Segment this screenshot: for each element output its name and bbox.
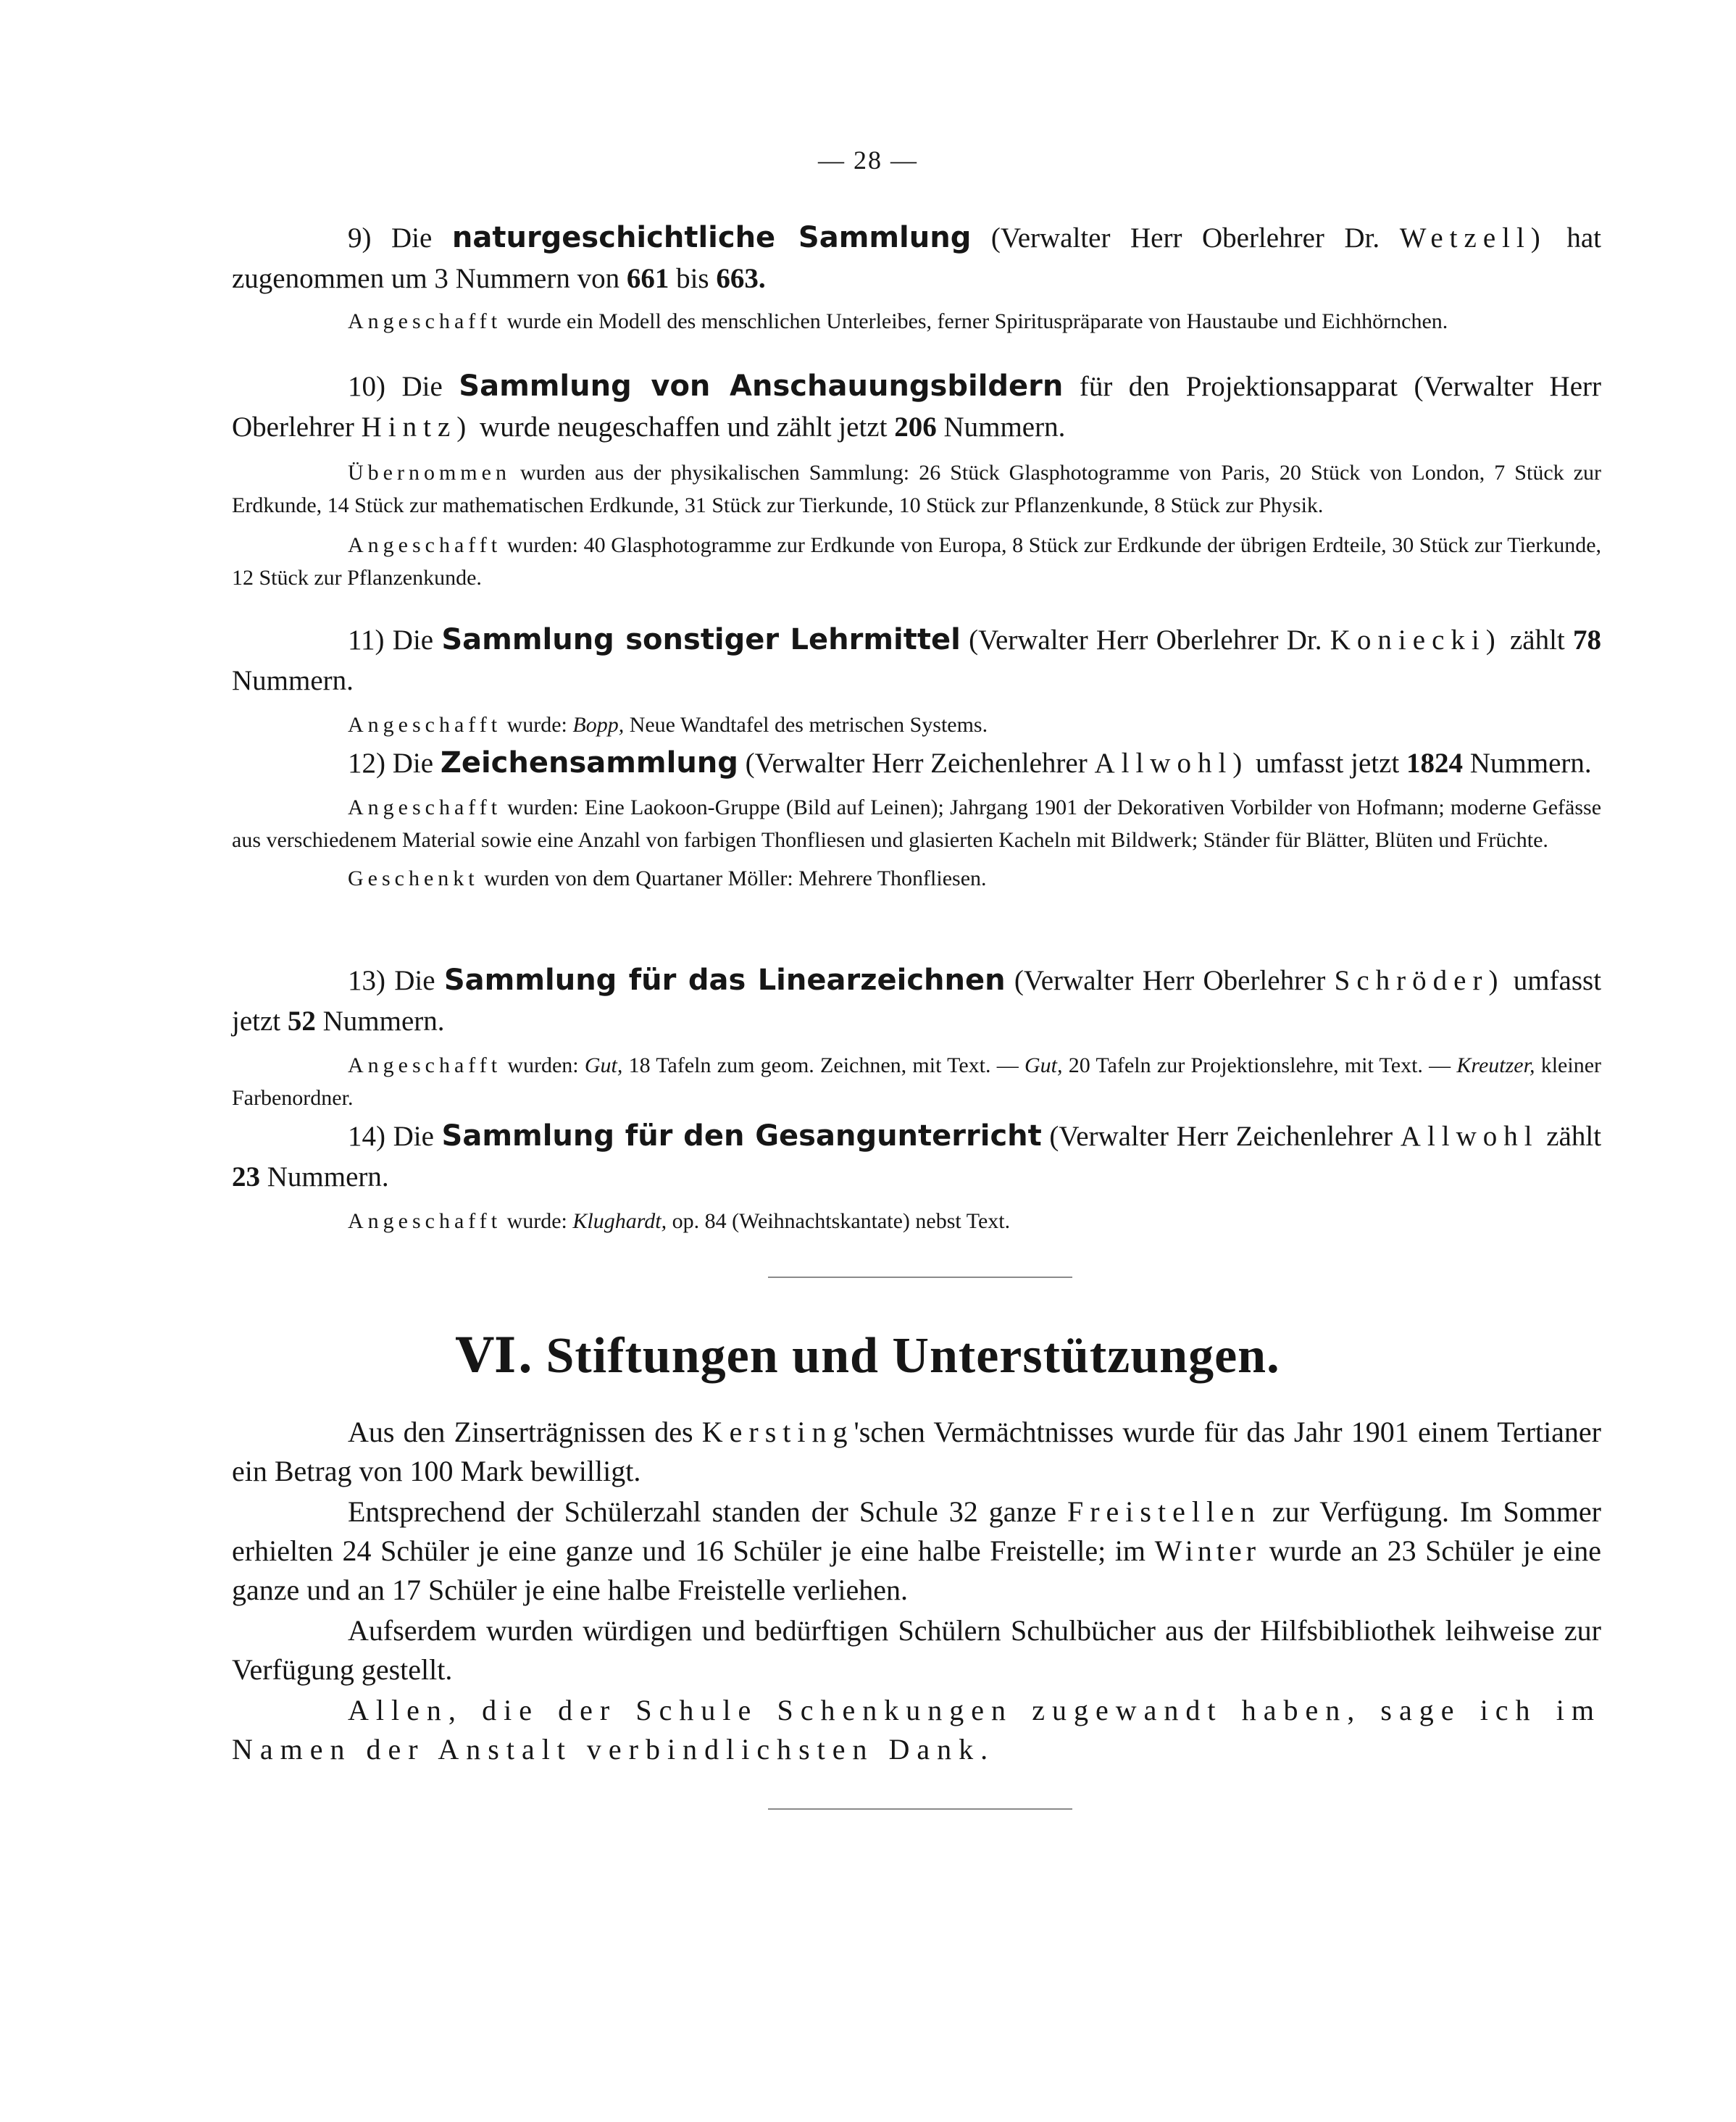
section-title [0, 1327, 1736, 1385]
section-6-paragraph-4: Allen, die der Schule Schenkungen zugewandt haben, sage ich im Namen der Anstalt verbindlichsten Dank. [232, 1694, 1601, 1766]
section-number: VI. [456, 1327, 535, 1384]
section-6-paragraph-1: Aus den Zinserträgnissen des Kersting'schen Vermächtnisses wurde für das Jahr 1901 einem Tertianer ein Betrag von 100 Mark bewilligt. [232, 1416, 1602, 1487]
collection-12-acquired: Angeschafft wurden: Eine Laokoon-Gruppe (Bild auf Leinen); Jahrgang 1901 der Dekorativen Vorbilder von Hofmann; moderne Gefässe aus verschiedenem Material sowie eine Anzahl von farbigen Thonfliesen und glasierten Kacheln mit Bildwerk; Ständer für Blätter, Blüten und Früchte. [232, 795, 1602, 852]
collection-12-donated: Geschenkt wurden von dem Quartaner Möller: Mehrere Thonfliesen. [348, 866, 987, 890]
collection-12-name: Zeichensammlung [440, 746, 738, 780]
collection-11-acquired: Angeschafft wurde: Bopp, Neue Wandtafel des metrischen Systems. [348, 713, 988, 737]
collection-9 [232, 217, 1601, 338]
collection-9-acquired: Angeschafft wurde ein Modell des menschlichen Unterleibes, ferner Spirituspräparate von Haustaube und Eichhörnchen. [348, 309, 1448, 333]
collection-10 [232, 366, 1601, 594]
collection-14-heading: 14) Die Sammlung für den Gesangunterricht (Verwalter Herr Zeichenlehrer Allwohl zählt 23 Nummern. [232, 1119, 1602, 1192]
collection-10-transferred: Übernommen wurden aus der physikalischen Sammlung: 26 Stück Glasphotogramme von Paris, 20 Stück von London, 7 Stück zur Erdkunde, 14 Stück zur mathematischen Erdkunde, 31 Stück zur Tierkunde, 10 Stück zur Pflanzenkunde, 8 Stück zur Physik. [232, 461, 1601, 517]
section-heading: Stiftungen und Unterstützungen. [546, 1328, 1280, 1384]
collection-13-acquired: Angeschafft wurden: Gut, 18 Tafeln zum geom. Zeichnen, mit Text. — Gut, 20 Tafeln zur Projektionslehre, mit Text. — Kreutzer, kleiner Farbenordner. [232, 1053, 1602, 1110]
collection-14-name: Sammlung für den Gesangunterricht [441, 1119, 1042, 1153]
collection-10-name: Sammlung von Anschauungsbildern [459, 369, 1064, 403]
collection-13 [232, 960, 1601, 1114]
collection-13-admin: Schröder) [1334, 965, 1505, 996]
collection-14-admin: Allwohl [1400, 1121, 1539, 1152]
section-6-body [232, 1413, 1601, 1769]
collection-13-heading: 13) Die Sammlung für das Linearzeichnen (Verwalter Herr Oberlehrer Schröder) umfasst jetzt 52 Nummern. [232, 964, 1602, 1037]
collection-14 [232, 1116, 1601, 1237]
end-divider [768, 1808, 1072, 1810]
collection-9-admin: Wetzell) [1399, 222, 1547, 254]
section-6-paragraph-2: Entsprechend der Schülerzahl standen der Schule 32 ganze Freistellen zur Verfügung. Im Sommer erhielten 24 Schüler je eine ganze und 16 Schüler je eine halbe Freistelle; im Winter wurde an 23 Schüler je eine ganze und an 17 Schüler je eine halbe Freistelle verliehen. [232, 1495, 1602, 1606]
collection-11-name: Sammlung sonstiger Lehrmittel [441, 623, 961, 656]
collection-14-acquired: Angeschafft wurde: Klughardt, op. 84 (Weihnachtskantate) nebst Text. [348, 1209, 1011, 1233]
collection-12 [232, 743, 1601, 895]
collection-10-admin: Hintz) [361, 412, 473, 443]
collection-12-heading: 12) Die Zeichensammlung (Verwalter Herr Zeichenlehrer Allwohl) umfasst jetzt 1824 Nummern. [348, 746, 1592, 780]
section-divider [768, 1277, 1072, 1278]
collection-11 [232, 619, 1601, 741]
page-number: — 28 — [818, 146, 918, 175]
collection-11-heading: 11) Die Sammlung sonstiger Lehrmittel (Verwalter Herr Oberlehrer Dr. Koniecki) zählt 78 Nummern. [232, 623, 1602, 696]
collection-11-admin: Koniecki) [1330, 625, 1502, 656]
section-6-paragraph-3: Aufserdem wurden würdigen und bedürftigen Schülern Schulbücher aus der Hilfsbibliothek leihweise zur Verfügung gestellt. [232, 1614, 1601, 1686]
collection-10-heading: 10) Die Sammlung von Anschauungsbildern für den Projektionsapparat (Verwalter Herr Oberlehrer Hintz) wurde neugeschaffen und zählt jetzt 206 Nummern. [232, 369, 1601, 443]
collection-12-admin: Allwohl) [1094, 748, 1249, 779]
collection-10-acquired: Angeschafft wurden: 40 Glasphotogramme zur Erdkunde von Europa, 8 Stück zur Erdkunde der übrigen Erdteile, 30 Stück zur Tierkunde, 12 Stück zur Pflanzenkunde. [232, 533, 1602, 590]
collection-9-name: naturgeschichtliche Sammlung [451, 221, 972, 254]
collection-13-name: Sammlung für das Linearzeichnen [443, 964, 1006, 997]
collection-9-heading: 9) Die naturgeschichtliche Sammlung (Verwalter Herr Oberlehrer Dr. Wetzell) hat zugenommen um 3 Nummern von 661 bis 663. [232, 221, 1601, 294]
